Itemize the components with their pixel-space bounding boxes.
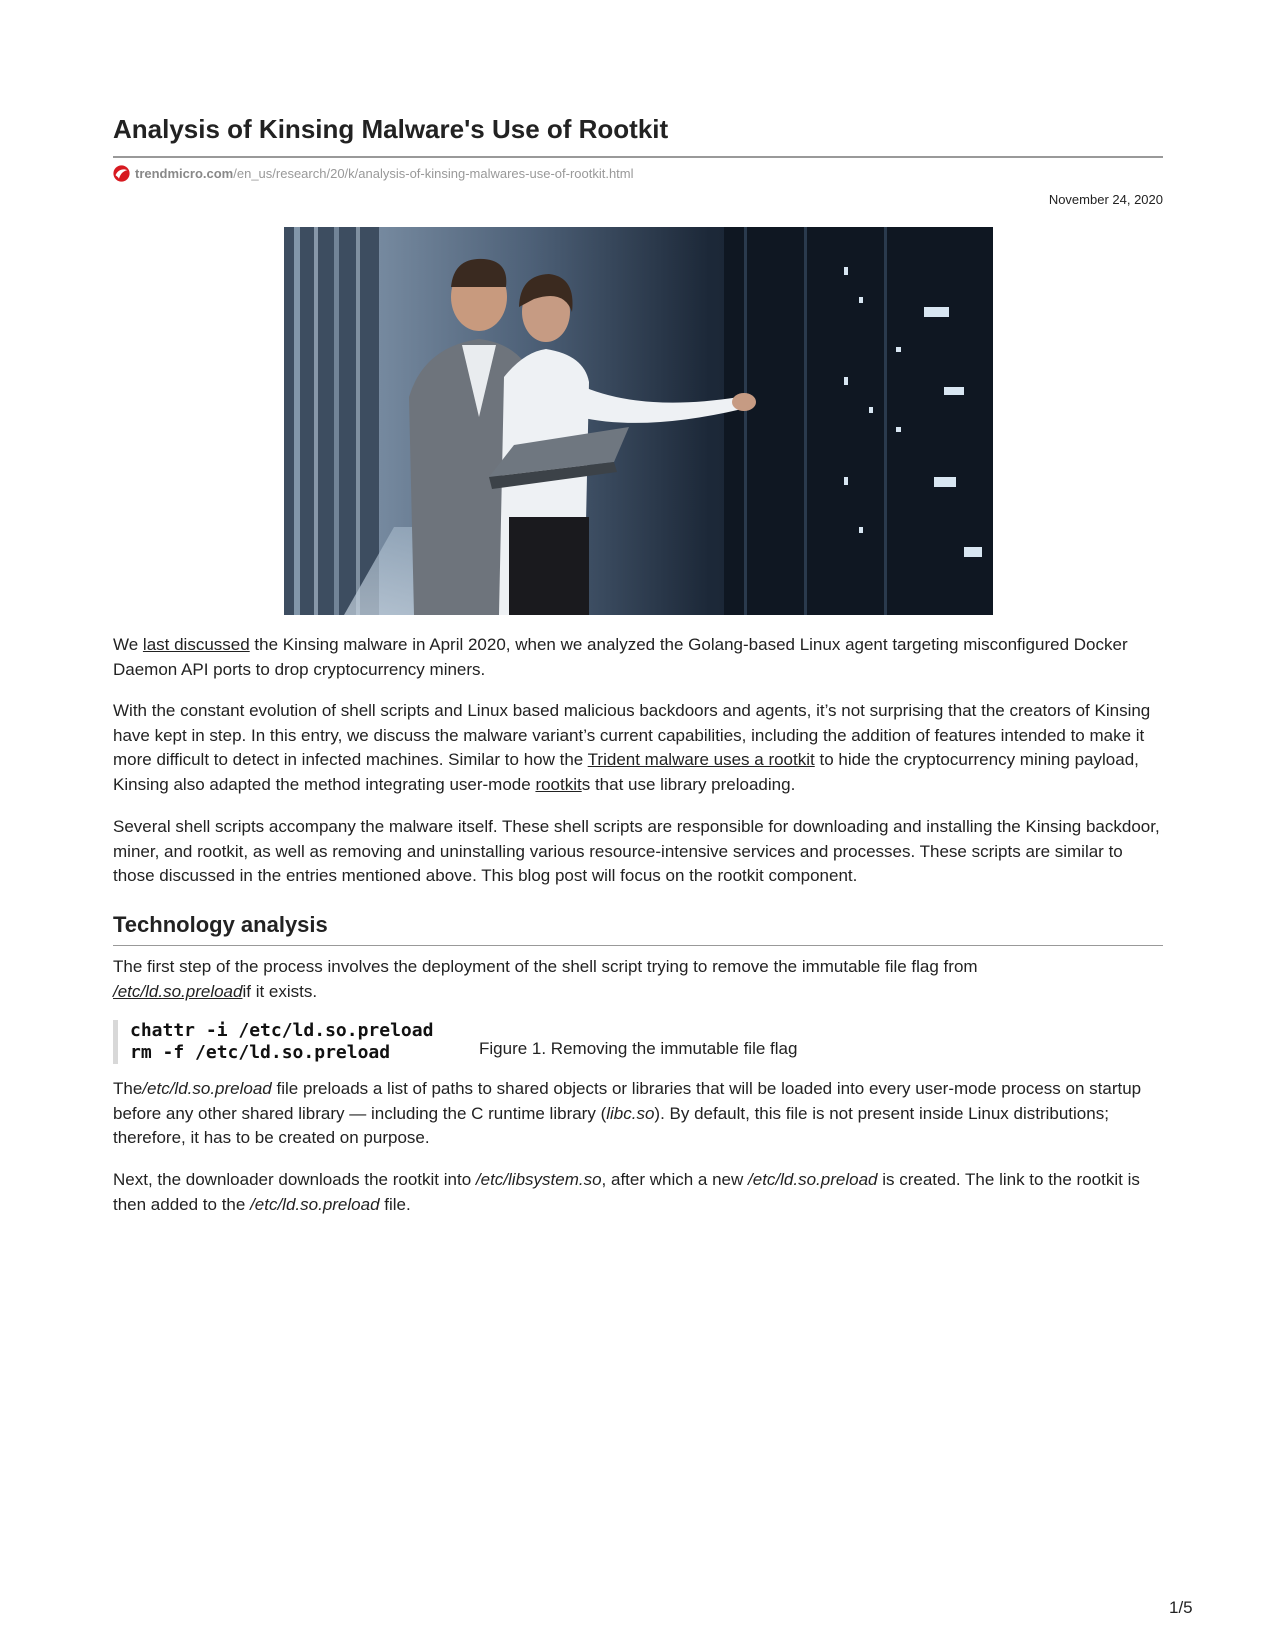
ld-so-preload-link[interactable]: /etc/ld.so.preload <box>113 981 243 1001</box>
paragraph-downloader: Next, the downloader downloads the rootkit into /etc/libsystem.so, after which a new /etc/ld.so.preload is created. The link to the rootkit is then added to the /etc/ld.so.preload file. <box>113 1170 1140 1214</box>
paragraph-preload-explained: The/etc/ld.so.preload file preloads a list of paths to shared objects or libraries that will be loaded into every user-mode process on startup before any other shared library — including the C runtime library (libc.so). By default, this file is not present inside Linux distributions; therefore, it has to be created on purpose. <box>113 1079 1142 1147</box>
publish-date: November 24, 2020 <box>1048 192 1163 207</box>
code-block <box>113 1020 433 1064</box>
section-divider <box>113 945 1163 946</box>
paragraph-intro: We last discussed the Kinsing malware in April 2020, when we analyzed the Golang-based Linux agent targeting misconfigured Docker Daemon API ports to drop cryptocurrency miners. <box>113 635 1128 679</box>
article-title: Analysis of Kinsing Malware's Use of Rootkit <box>113 114 669 144</box>
page-number: 1/5 <box>1169 1598 1193 1617</box>
hero-image <box>284 227 993 615</box>
last-discussed-link[interactable]: last discussed <box>142 635 250 654</box>
figure-caption: Figure 1. Removing the immutable file flag <box>479 1039 798 1058</box>
server-room-photo-icon <box>284 227 993 615</box>
source-domain-link[interactable]: trendmicro.com <box>135 166 234 181</box>
paragraph-evolution: With the constant evolution of shell scripts and Linux based malicious backdoors and agents, it’s not surprising that the creators of Kinsing have kept in step. In this entry, we discuss the malware variant’s current capabilities, including the addition of features intended to make it more difficult to detect in infected machines. Similar to how the Trident malware uses a rootkit to hide the cryptocurrency mining payload, Kinsing also adapted the method integrating user-mode rootkits that use library preloading. <box>113 701 1151 794</box>
paragraph-first-step: The first step of the process involves the deployment of the shell script trying to remove the immutable file flag from /etc/ld.so.preloadif it exists. <box>113 957 978 1001</box>
code-line: rm -f /etc/ld.so.preload <box>130 1042 391 1063</box>
source-line <box>113 165 634 182</box>
trendmicro-logo-icon <box>113 165 130 182</box>
code-line: chattr -i /etc/ld.so.preload <box>130 1020 434 1041</box>
source-path: /en_us/research/20/k/analysis-of-kinsing-malwares-use-of-rootkit.html <box>233 166 634 181</box>
paragraph-shell-scripts: Several shell scripts accompany the malware itself. These shell scripts are responsible for downloading and installing the Kinsing backdoor, miner, and rootkit, as well as removing and uninstalling various resource-intensive services and processes. These scripts are similar to those discussed in the entries mentioned above. This blog post will focus on the rootkit component. <box>113 817 1160 885</box>
trident-rootkit-link[interactable]: Trident malware uses a rootkit <box>587 750 815 769</box>
section-heading: Technology analysis <box>113 912 328 937</box>
title-divider <box>113 156 1163 158</box>
rootkit-link[interactable]: rootkit <box>535 774 582 794</box>
